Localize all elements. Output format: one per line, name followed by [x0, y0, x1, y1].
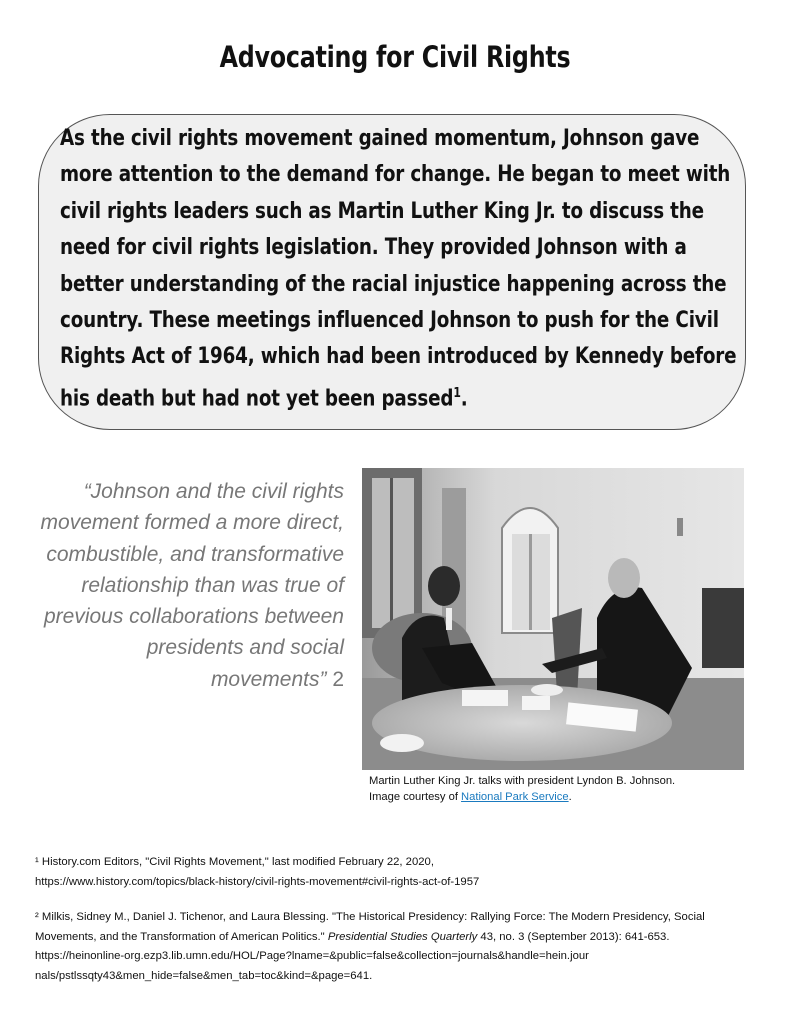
- photo-caption: [369, 773, 769, 805]
- bubble-end: .: [460, 386, 468, 412]
- fn2-text: Milkis, Sidney M., Daniel J. Tichenor, and Laura Blessing. "The Historical Presidency: Rallying Force: The Modern Presidency, Social Movements, and the Transformation of American Politics.": [35, 911, 705, 943]
- fn1-url: https://www.history.com/topics/black-history/civil-rights-movement#civil-rights-act-of-1957: [35, 875, 480, 888]
- footnote-1: [35, 853, 755, 892]
- fn2-journal: Presidential Studies Quarterly: [327, 930, 478, 943]
- fn2-details: 43, no. 3 (September 2013): 641-653.: [477, 930, 670, 943]
- nps-link[interactable]: National Park Service: [461, 791, 569, 803]
- page-title: Advocating for Civil Rights: [219, 40, 571, 74]
- fn2-url2: nals/pstlssqty43&men_hide=false&men_tab=toc&kind=&page=641.: [35, 969, 373, 982]
- fn1-marker: ¹: [35, 856, 39, 868]
- bubble-paragraph: [60, 121, 743, 418]
- fn2-url1: https://heinonline-org.ezp3.lib.umn.edu/HOL/Page?lname=&public=false&collection=journals&handle=hein.jour: [35, 950, 589, 963]
- pull-quote: [20, 476, 344, 695]
- caption-prefix: Image courtesy of: [369, 791, 462, 803]
- footnote-2: [35, 908, 755, 986]
- footnote-ref-1: 1: [453, 385, 461, 401]
- bubble-text: As the civil rights movement gained momentum, Johnson gave more attention to the demand for change. He began to meet with civil rights leaders such as Martin Luther King Jr. to discuss the need for civil rights legislation. They provided Johnson with a better understanding of the racial injustice happening across the country. These meetings influenced Johnson to push for the Civil Rights Act of 1964, which had been introduced by Kennedy before his death but had not yet been passed: [60, 126, 737, 412]
- caption-suffix: .: [568, 791, 572, 803]
- fn2-marker: ²: [35, 911, 39, 923]
- photo-king-johnson: [362, 468, 744, 770]
- fn1-text: History.com Editors, "Civil Rights Movement," last modified February 22, 2020,: [38, 856, 434, 868]
- caption-line1: Martin Luther King Jr. talks with president Lyndon B. Johnson.: [369, 775, 676, 787]
- footnote-ref-2: 2: [332, 667, 344, 691]
- quote-text: “Johnson and the civil rights movement formed a more direct, combustible, and transformative relationship than was true of previous collaborations between presidents and social movements”: [40, 480, 344, 691]
